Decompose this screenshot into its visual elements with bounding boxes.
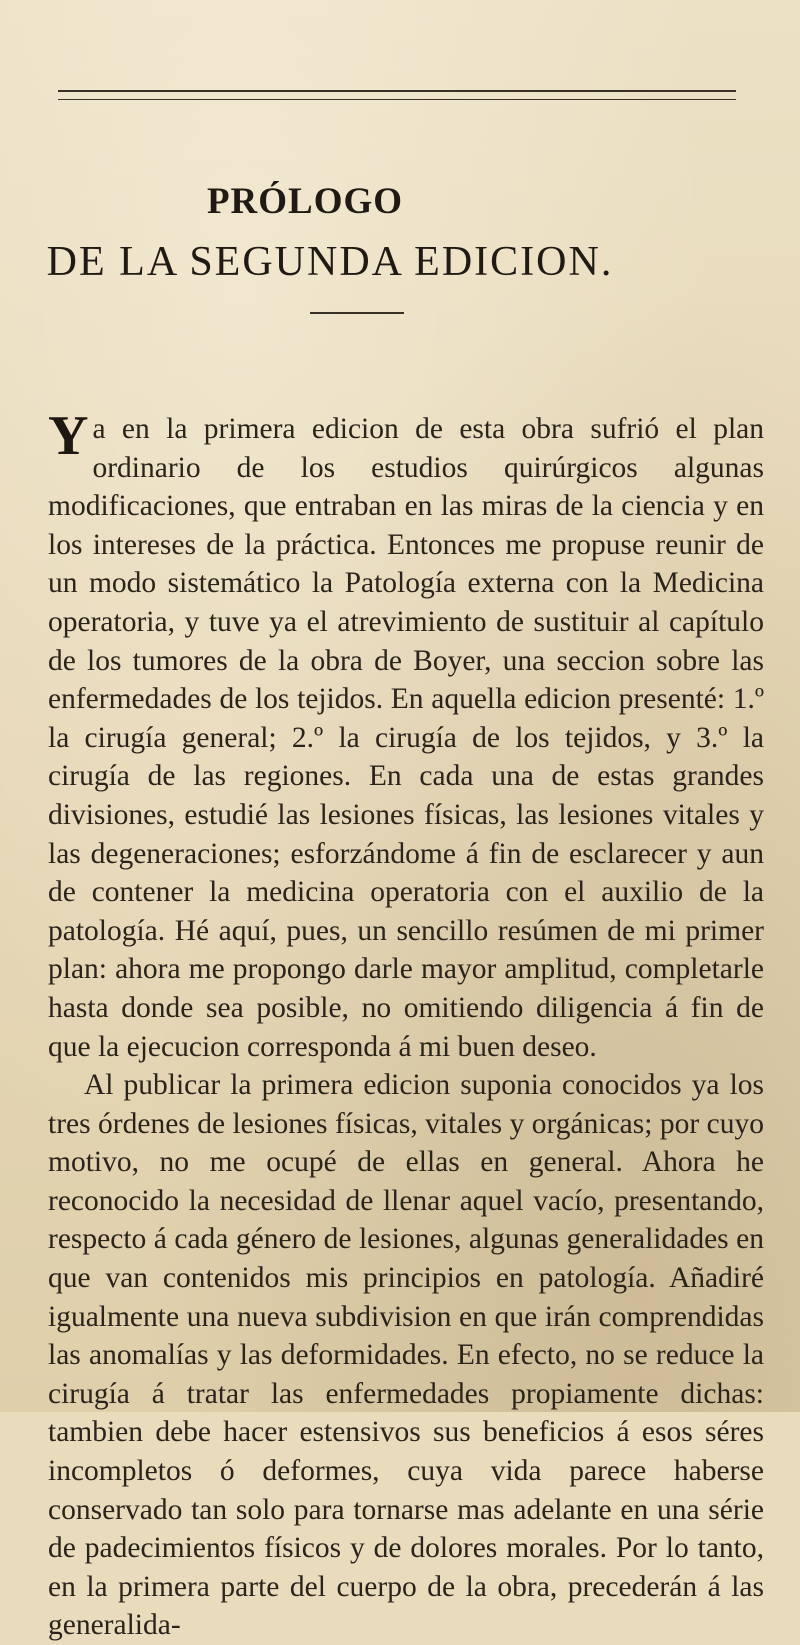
page-subtitle: DE LA SEGUNDA EDICION. (46, 239, 614, 285)
drop-cap: Y (48, 405, 89, 467)
body-text (48, 405, 764, 1645)
paragraph-2: Al publicar la primera edicion suponia conocidos ya los tres órdenes de lesiones físicas, vitales y orgánicas; por cuyo motivo, no me ocupé de ellas en general. Ahora he reconocido la necesidad de llenar aquel vacío, presentando, respecto á cada género de lesiones, algunas generalidades en que van contenidos mis principios en patología. Añadiré igualmente una nueva subdivision en que irán comprendidas las anomalías y las deformidades. En efecto, no se reduce la cirugía á tratar las enfermedades propiamente dichas: tambien debe hacer estensivos sus beneficios á esos séres incompletos ó deformes, cuya vida parece haberse conservado tan solo para tornarse mas adelante en una série de padecimientos físicos y de dolores morales. Por lo tanto, en la primera parte del cuerpo de la obra, precederán á las generalida- (48, 1069, 764, 1642)
paragraph-1-text: a en la primera edicion de esta obra sufrió el plan ordinario de los estudios quirúrgicos algunas modificaciones, que entraban en las miras de la ciencia y en los intereses de la práctica. Entonces me propuse reunir de un modo sistemático la Patología externa con la Medicina operatoria, y tuve ya el atrevimiento de sustituir al capítulo de los tumores de la obra de Boyer, una seccion sobre las enfermedades de los tejidos. En aquella edicion presenté: 1.º la cirugía general; 2.º la cirugía de los tejidos, y 3.º la cirugía de las regiones. En cada una de estas grandes divisiones, estudié las lesiones físicas, las lesiones vitales y las degeneraciones; esforzándome á fin de esclarecer y aun de contener la medicina operatoria con el auxilio de la patología. Hé aquí, pues, un sencillo resúmen de mi primer plan: ahora me propongo darle mayor amplitud, completarle hasta donde sea posible, no omitiendo diligencia á fin de que la ejecucion corresponda á mi buen deseo. (48, 413, 764, 1063)
title-underline-rule (310, 312, 404, 314)
top-double-rule (58, 90, 736, 100)
page-title: PRÓLOGO (206, 181, 404, 222)
paragraph-1 (48, 405, 764, 1066)
